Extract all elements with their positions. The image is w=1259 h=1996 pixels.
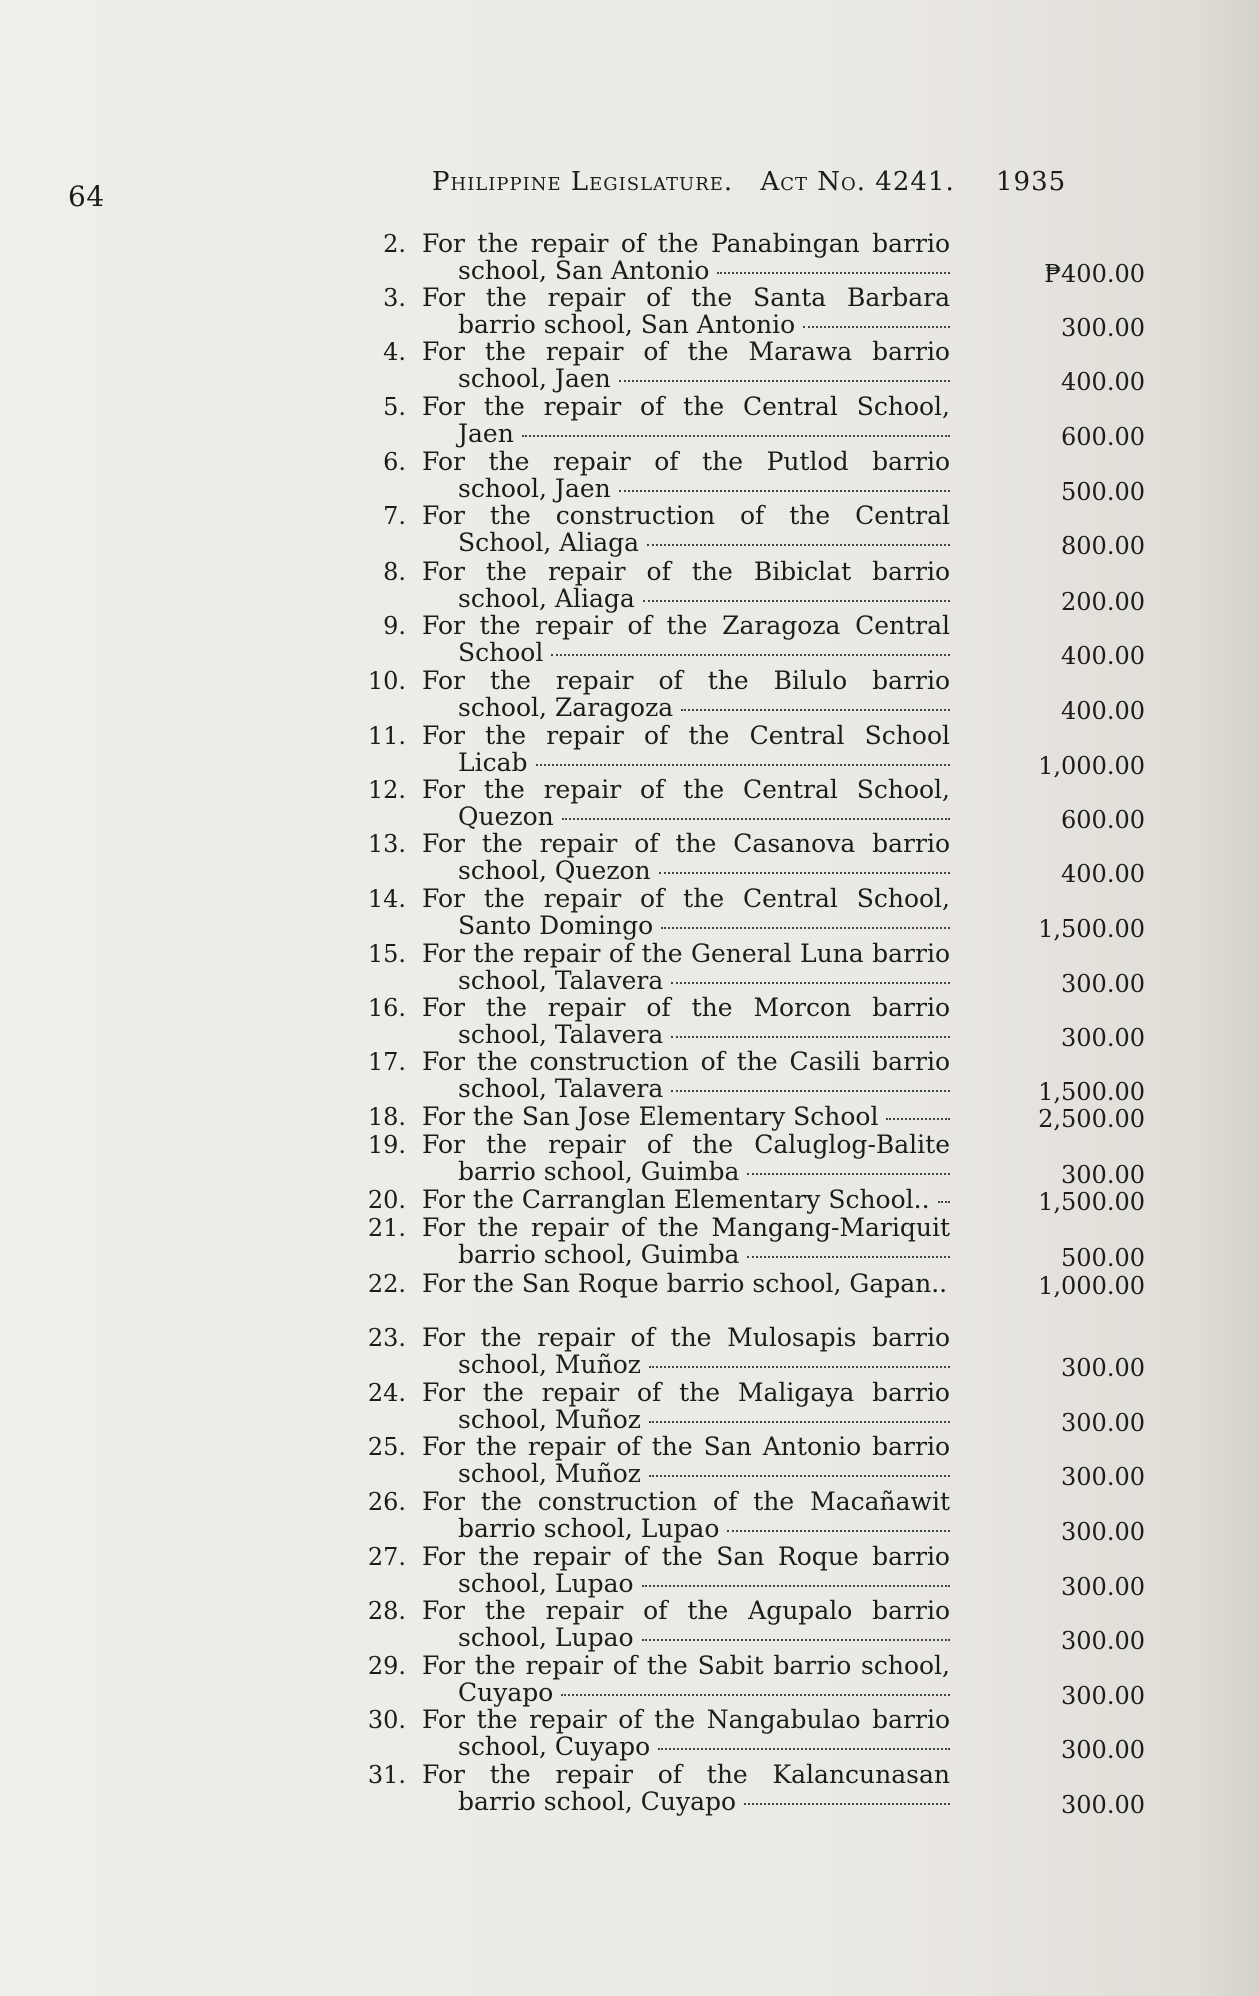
- item-description-line2: [458, 1021, 950, 1049]
- item-number: 30.: [367, 1706, 406, 1734]
- item-description-line1: For the repair of the Central School,: [422, 884, 950, 913]
- item-description-line1: [422, 1270, 950, 1298]
- item-description-line2: [458, 365, 950, 393]
- item-description-line2: [458, 694, 950, 722]
- item-amount: 300.00: [1061, 1791, 1145, 1819]
- leader-dots: [681, 707, 950, 711]
- leader-dots: [642, 1637, 950, 1641]
- item-amount: 300.00: [1061, 1161, 1145, 1189]
- item-description-line2: [458, 1733, 950, 1761]
- item-description-line1: For the repair of the Panabingan barrio: [422, 229, 950, 258]
- item-location: school, Muñoz: [458, 1350, 641, 1379]
- item-location: school, Lupao: [458, 1623, 634, 1652]
- item-description-line2: [458, 1624, 950, 1652]
- leader-dots: [642, 1583, 950, 1587]
- item-location: school, Aliaga: [458, 584, 635, 613]
- item-number: 24.: [367, 1379, 406, 1407]
- leader-dots: [727, 1528, 950, 1532]
- leader-dots: [803, 324, 950, 328]
- item-location: barrio school, Cuyapo: [458, 1787, 737, 1816]
- leader-dots: [717, 270, 950, 274]
- item-number: 19.: [367, 1131, 406, 1159]
- item-amount: 300.00: [1061, 1024, 1145, 1052]
- item-description-line2: [458, 1075, 950, 1103]
- item-amount: 300.00: [1061, 1409, 1145, 1437]
- item-location: school, Cuyapo: [458, 1732, 651, 1761]
- item-location: School: [458, 638, 544, 667]
- item-number: 22.: [367, 1270, 406, 1298]
- item-location: school, Jaen: [458, 364, 611, 393]
- item-number: 25.: [367, 1433, 406, 1461]
- item-description-text: For the San Jose Elementary School: [422, 1102, 879, 1131]
- item-amount: 300.00: [1061, 1354, 1145, 1382]
- item-description-line2: [458, 1679, 950, 1707]
- item-description-line2: [458, 1406, 950, 1434]
- item-amount: ₱400.00: [1044, 260, 1145, 288]
- item-amount: 300.00: [1061, 1682, 1145, 1710]
- item-description-line1: For the repair of the Marawa barrio: [422, 337, 950, 366]
- list-item: [0, 1270, 1259, 1325]
- item-description-line1: For the repair of the General Luna barrio: [422, 939, 950, 968]
- list-item: [0, 1596, 1259, 1655]
- list-item: [0, 1487, 1259, 1546]
- running-head: [432, 167, 1066, 197]
- item-location: barrio school, Guimba: [458, 1157, 740, 1186]
- item-amount: 1,000.00: [1038, 752, 1145, 780]
- leader-dots: [562, 816, 950, 820]
- list-item: [0, 1378, 1259, 1437]
- item-description-line1: For the repair of the Sabit barrio school,: [422, 1651, 950, 1680]
- list-item: [0, 337, 1259, 396]
- item-description-line1: For the repair of the Bilulo barrio: [422, 666, 950, 695]
- leader-dots: [744, 1801, 950, 1805]
- item-location: school, San Antonio: [458, 256, 710, 285]
- list-item: [0, 283, 1259, 342]
- item-description-line1: For the repair of the Mangang-Mariquit: [422, 1213, 950, 1242]
- item-amount: 1,500.00: [1038, 915, 1145, 943]
- item-number: 11.: [367, 722, 406, 750]
- item-description-line2: [458, 803, 950, 831]
- leader-dots: [536, 762, 950, 766]
- list-item: [0, 1213, 1259, 1272]
- item-location: school, Lupao: [458, 1569, 634, 1598]
- leader-dots: [938, 1199, 950, 1203]
- item-amount: 1,000.00: [1038, 1272, 1145, 1300]
- item-description-line1: [422, 1186, 950, 1214]
- item-number: 12.: [367, 776, 406, 804]
- leader-dots: [522, 433, 950, 437]
- leader-dots: [747, 1171, 950, 1175]
- item-number: 27.: [367, 1543, 406, 1571]
- item-location: school, Talavera: [458, 1020, 664, 1049]
- item-description-line1: For the repair of the Central School: [422, 721, 950, 750]
- leader-dots: [661, 925, 950, 929]
- item-description-line1: For the repair of the Santa Barbara: [422, 283, 950, 312]
- item-description-line2: [458, 857, 950, 885]
- leader-dots: [747, 1254, 950, 1258]
- item-description-line1: For the repair of the Maligaya barrio: [422, 1378, 950, 1407]
- item-amount: 400.00: [1061, 697, 1145, 725]
- item-number: 6.: [383, 448, 406, 476]
- item-location: School, Aliaga: [458, 528, 640, 557]
- item-amount: 400.00: [1061, 368, 1145, 396]
- item-description-line2: [458, 311, 950, 339]
- list-item: [0, 939, 1259, 998]
- item-description-line1: For the construction of the Central: [422, 501, 950, 530]
- item-number: 7.: [383, 502, 406, 530]
- item-description-line2: [458, 749, 950, 777]
- item-amount: 500.00: [1061, 1244, 1145, 1272]
- leader-dots: [659, 870, 950, 874]
- list-item: [0, 884, 1259, 943]
- item-amount: 300.00: [1061, 1736, 1145, 1764]
- item-number: 20.: [367, 1186, 406, 1214]
- item-description-line2: [458, 1460, 950, 1488]
- list-item: [0, 1760, 1259, 1819]
- item-location: Santo Domingo: [458, 911, 654, 940]
- item-description-text: For the San Roque barrio school, Gapan..: [422, 1269, 948, 1298]
- item-description-line2: [458, 257, 950, 285]
- item-number: 16.: [367, 994, 406, 1022]
- item-location: school, Muñoz: [458, 1459, 641, 1488]
- item-description-line2: [458, 1788, 950, 1816]
- item-number: 18.: [367, 1103, 406, 1131]
- list-item: [0, 1047, 1259, 1106]
- item-amount: 1,500.00: [1038, 1188, 1145, 1216]
- leader-dots: [671, 1034, 950, 1038]
- item-description-line2: [458, 475, 950, 503]
- item-description-text: For the Carranglan Elementary School..: [422, 1185, 930, 1214]
- item-amount: 1,500.00: [1038, 1078, 1145, 1106]
- item-number: 28.: [367, 1597, 406, 1625]
- item-amount: 300.00: [1061, 314, 1145, 342]
- page-number: 64: [68, 180, 105, 213]
- item-description-line1: For the repair of the Kalancunasan: [422, 1760, 950, 1789]
- item-description-line1: For the repair of the Mulosapis barrio: [422, 1323, 950, 1352]
- item-description-line2: [458, 1515, 950, 1543]
- list-item: [0, 721, 1259, 780]
- list-item: [0, 775, 1259, 834]
- item-amount: 500.00: [1061, 478, 1145, 506]
- item-amount: 300.00: [1061, 970, 1145, 998]
- item-location: school, Jaen: [458, 474, 611, 503]
- item-number: 31.: [367, 1761, 406, 1789]
- list-item: [0, 501, 1259, 560]
- item-amount: 800.00: [1061, 532, 1145, 560]
- item-number: 23.: [367, 1324, 406, 1352]
- item-number: 21.: [367, 1214, 406, 1242]
- item-description-line1: For the repair of the Bibiclat barrio: [422, 557, 950, 586]
- item-amount: 300.00: [1061, 1573, 1145, 1601]
- item-location: school, Zaragoza: [458, 693, 674, 722]
- list-item: [0, 829, 1259, 888]
- item-description-line1: For the repair of the San Roque barrio: [422, 1542, 950, 1571]
- item-description-line1: For the repair of the Agupalo barrio: [422, 1596, 950, 1625]
- list-item: [0, 1323, 1259, 1382]
- list-item: [0, 447, 1259, 506]
- item-description-line2: [458, 1351, 950, 1379]
- running-head-act: Act No. 4241.: [760, 167, 955, 197]
- item-number: 26.: [367, 1488, 406, 1516]
- item-location: barrio school, San Antonio: [458, 310, 796, 339]
- item-location: school, Muñoz: [458, 1405, 641, 1434]
- list-item: [0, 1432, 1259, 1491]
- leader-dots: [671, 1088, 950, 1092]
- item-number: 3.: [383, 284, 406, 312]
- item-number: 2.: [383, 230, 406, 258]
- leader-dots: [671, 980, 950, 984]
- list-item: [0, 666, 1259, 725]
- leader-dots: [619, 488, 950, 492]
- item-number: 15.: [367, 940, 406, 968]
- item-description-line2: [458, 912, 950, 940]
- leader-dots: [649, 1364, 950, 1368]
- list-item: [0, 1705, 1259, 1764]
- list-item: [0, 392, 1259, 451]
- running-head-title: Philippine Legislature.: [432, 167, 734, 197]
- item-description-line2: [458, 1570, 950, 1598]
- item-location: Quezon: [458, 802, 554, 831]
- item-amount: 300.00: [1061, 1518, 1145, 1546]
- item-number: 13.: [367, 830, 406, 858]
- item-number: 29.: [367, 1652, 406, 1680]
- item-number: 4.: [383, 338, 406, 366]
- list-item: [0, 993, 1259, 1052]
- item-amount: 400.00: [1061, 642, 1145, 670]
- item-number: 10.: [367, 667, 406, 695]
- item-number: 5.: [383, 393, 406, 421]
- item-description-line1: For the construction of the Casili barrio: [422, 1047, 950, 1076]
- leader-dots: [551, 652, 950, 656]
- item-description-line1: For the repair of the Morcon barrio: [422, 993, 950, 1022]
- item-amount: 600.00: [1061, 806, 1145, 834]
- list-item: [0, 1542, 1259, 1601]
- item-description-line2: [458, 1241, 950, 1269]
- item-description-line1: For the repair of the Central School,: [422, 775, 950, 804]
- item-description-line2: [458, 639, 950, 667]
- item-number: 8.: [383, 558, 406, 586]
- item-description-line1: For the repair of the Casanova barrio: [422, 829, 950, 858]
- item-description-line1: For the repair of the San Antonio barrio: [422, 1432, 950, 1461]
- leader-dots: [561, 1692, 950, 1696]
- leader-dots: [658, 1746, 950, 1750]
- item-number: 14.: [367, 885, 406, 913]
- item-description-line1: For the repair of the Zaragoza Central: [422, 611, 950, 640]
- item-location: barrio school, Guimba: [458, 1240, 740, 1269]
- item-description-line2: [458, 529, 950, 557]
- item-amount: 300.00: [1061, 1627, 1145, 1655]
- list-item: [0, 1130, 1259, 1189]
- item-description-line1: [422, 1103, 950, 1131]
- leader-dots: [649, 1473, 950, 1477]
- leader-dots: [643, 598, 950, 602]
- item-location: school, Quezon: [458, 856, 651, 885]
- item-location: Jaen: [458, 419, 514, 448]
- item-description-line1: For the repair of the Putlod barrio: [422, 447, 950, 476]
- list-item: [0, 1651, 1259, 1710]
- item-location: Licab: [458, 748, 528, 777]
- item-description-line2: [458, 967, 950, 995]
- leader-dots: [886, 1116, 950, 1120]
- item-number: 17.: [367, 1048, 406, 1076]
- item-amount: 2,500.00: [1038, 1105, 1145, 1133]
- item-amount: 300.00: [1061, 1463, 1145, 1491]
- item-location: barrio school, Lupao: [458, 1514, 720, 1543]
- list-item: [0, 557, 1259, 616]
- running-head-year: 1935: [996, 167, 1067, 197]
- item-description-line2: [458, 585, 950, 613]
- leader-dots: [647, 542, 950, 546]
- item-description-line2: [458, 420, 950, 448]
- item-location: Cuyapo: [458, 1678, 554, 1707]
- item-description-line2: [458, 1158, 950, 1186]
- list-item: [0, 229, 1259, 288]
- list-item: [0, 611, 1259, 670]
- item-description-line1: For the repair of the Caluglog-Balite: [422, 1130, 950, 1159]
- item-amount: 600.00: [1061, 423, 1145, 451]
- item-description-line1: For the repair of the Nangabulao barrio: [422, 1705, 950, 1734]
- leader-dots: [619, 378, 950, 382]
- item-amount: 400.00: [1061, 860, 1145, 888]
- item-description-line1: For the repair of the Central School,: [422, 392, 950, 421]
- item-description-line1: For the construction of the Macañawit: [422, 1487, 950, 1516]
- item-location: school, Talavera: [458, 966, 664, 995]
- item-location: school, Talavera: [458, 1074, 664, 1103]
- item-number: 9.: [383, 612, 406, 640]
- item-amount: 200.00: [1061, 588, 1145, 616]
- leader-dots: [649, 1419, 950, 1423]
